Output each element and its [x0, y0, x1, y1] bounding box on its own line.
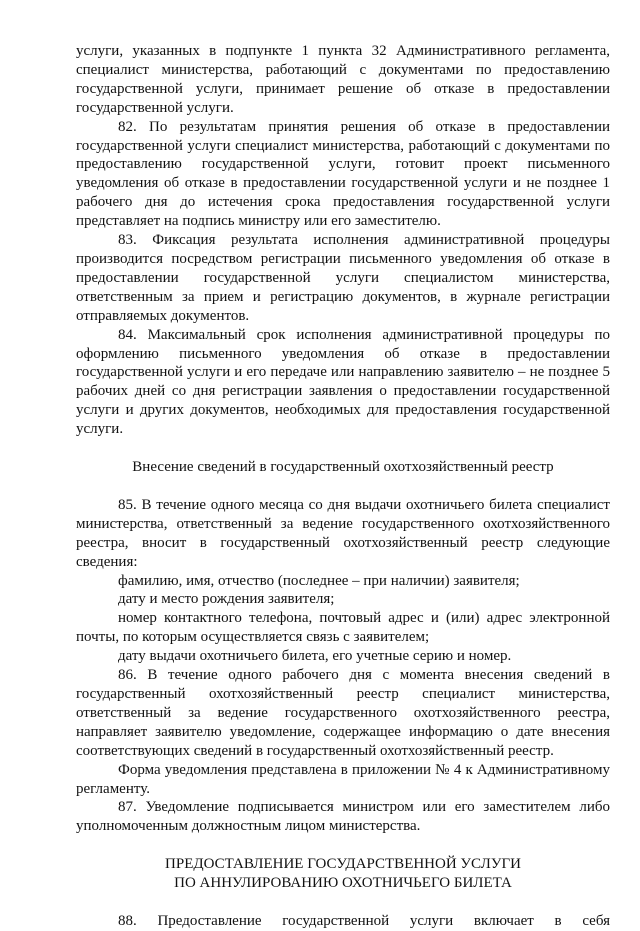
caps-heading-line-2: ПО АННУЛИРОВАНИЮ ОХОТНИЧЬЕГО БИЛЕТА — [174, 875, 512, 892]
paragraph-86: 86. В течение одного рабочего дня с момента внесения сведений в государственный охотхозяйственный реестр специалист министерства, ответственный за ведение государственного охотхозяйственного реестра, направляет заявителю уведомление, содержащее информацию о дате внесения соответствующих сведений в государственный охотхозяйственный реестр. — [76, 667, 610, 759]
spacer — [76, 439, 610, 458]
spacer — [76, 477, 610, 496]
paragraph-84: 84. Максимальный срок исполнения административной процедуры по оформлению письменного уведомления об отказе в предоставлении государственной услуги и его передаче или направлению заявителю – не позднее 5 рабочих дней со дня регистрации заявления о предоставлении государственной услуги и других документов, необходимых для предоставления государственной услуги. — [76, 326, 610, 438]
list-item-ticket: дату выдачи охотничьего билета, его учетные серию и номер. — [118, 648, 512, 665]
list-item-birth: дату и место рождения заявителя; — [118, 591, 335, 608]
paragraph-86-form: Форма уведомления представлена в приложении № 4 к Административному регламенту. — [76, 761, 610, 797]
paragraph-85: 85. В течение одного месяца со дня выдачи охотничьего билета специалист министерства, ответственный за ведение государственного охотхозяйственного реестра, вносит в государственный охотхозяйственный реестр следующие сведения: — [76, 496, 610, 570]
list-item-contacts: номер контактного телефона, почтовый адрес и (или) адрес электронной почты, по которым осуществляется связь с заявителем; — [76, 610, 610, 646]
spacer — [76, 893, 610, 912]
paragraph-88: 88. Предоставление государственной услуги включает в себя — [118, 913, 610, 930]
paragraph-87: 87. Уведомление подписывается министром или его заместителем либо уполномоченным должностным лицом министерства. — [76, 799, 610, 835]
list-item-name: фамилию, имя, отчество (последнее – при наличии) заявителя; — [118, 572, 520, 589]
paragraph-82: 82. По результатам принятия решения об отказе в предоставлении государственной услуги специалист министерства, работающий с документами по предоставлению государственной услуги, готовит проект письменного уведомления об отказе в предоставлении государственной услуги и не позднее 1 рабочего дня до истечения срока предоставления государственной услуги представляет на подпись министру или его заместителю. — [76, 118, 610, 230]
paragraph-83: 83. Фиксация результата исполнения административной процедуры производится посредством регистрации письменного уведомления об отказе в предоставлении государственной услуги специалистом министерства, ответственным за прием и регистрацию документов, в журнале регистрации отправляемых документов. — [76, 232, 610, 324]
spacer — [76, 836, 610, 855]
section-heading: Внесение сведений в государственный охотхозяйственный реестр — [132, 459, 554, 476]
document-page — [76, 42, 610, 931]
caps-heading-line-1: ПРЕДОСТАВЛЕНИЕ ГОСУДАРСТВЕННОЙ УСЛУГИ — [165, 856, 521, 873]
paragraph-81-continuation: услуги, указанных в подпункте 1 пункта 32 Административного регламента, специалист министерства, работающий с документами по предоставлению государственной услуги, принимает решение об отказе в предоставлении государственной услуги. — [76, 43, 610, 116]
